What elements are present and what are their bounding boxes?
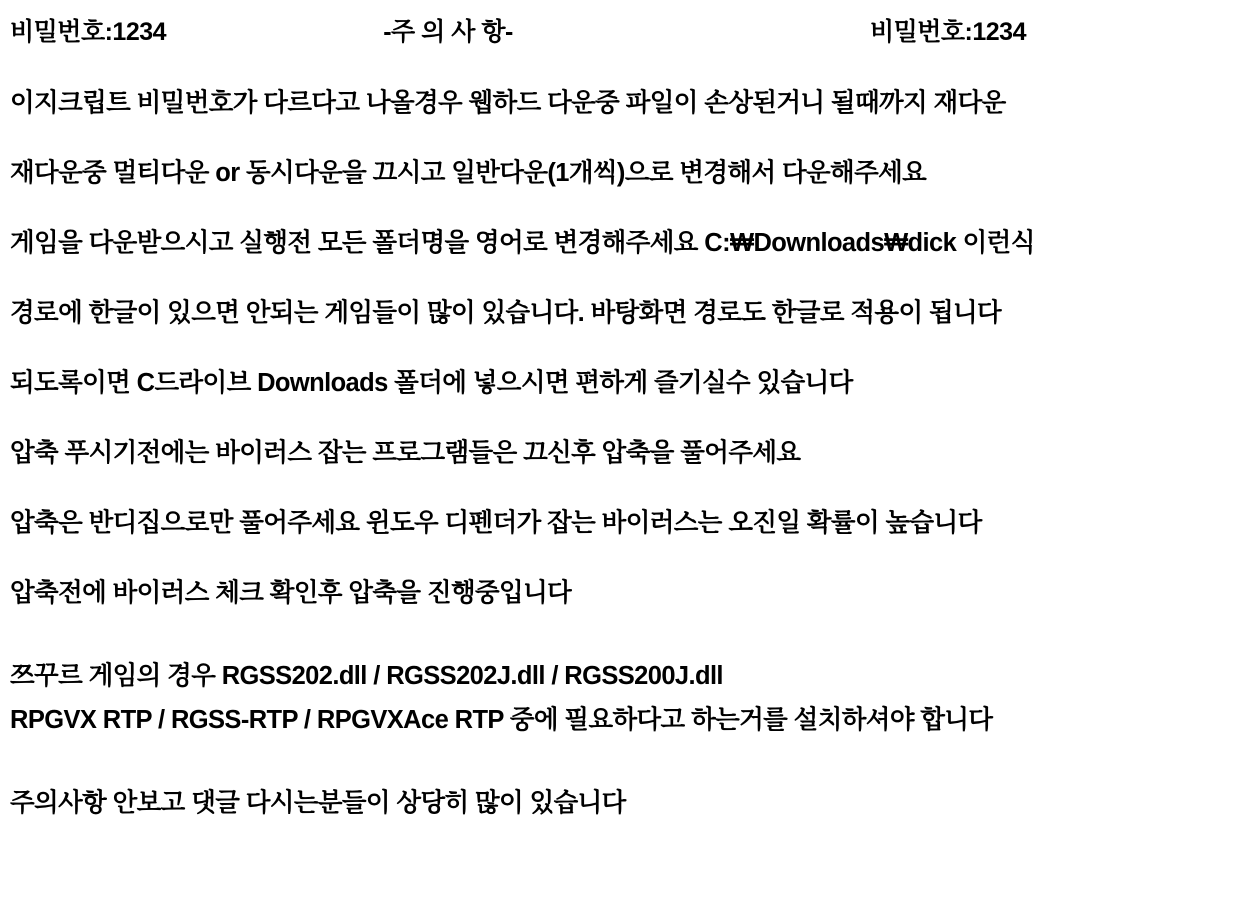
notice-line: 압축은 반디집으로만 풀어주세요 윈도우 디펜더가 잡는 바이러스는 오진일 확률이 높습니다 bbox=[10, 509, 982, 537]
notice-body bbox=[10, 68, 1236, 838]
notice-line: 압축 푸시기전에는 바이러스 잡는 프로그램들은 끄신후 압축을 풀어주세요 bbox=[10, 439, 801, 467]
notice-line: RPGVX RTP / RGSS-RTP / RPGVXAce RTP 중에 필요하다고 하는거를 설치하셔야 합니다 bbox=[10, 706, 993, 734]
password-left: 비밀번호:1234 bbox=[10, 18, 167, 46]
notice-line: 주의사항 안보고 댓글 다시는분들이 상당히 많이 있습니다 bbox=[10, 789, 626, 817]
notice-line: 재다운중 멀티다운 or 동시다운을 끄시고 일반다운(1개씩)으로 변경해서 다운해주세요 bbox=[10, 159, 927, 187]
password-right: 비밀번호:1234 bbox=[869, 18, 1026, 46]
notice-line: 게임을 다운받으시고 실행전 모든 폴더명을 영어로 변경해주세요 C:₩Downloads₩dick 이런식 bbox=[10, 229, 1035, 257]
page-title: -주 의 사 항- bbox=[383, 18, 513, 46]
notice-line: 압축전에 바이러스 체크 확인후 압축을 진행중입니다 bbox=[10, 579, 572, 607]
notice-line: 되도록이면 C드라이브 Downloads 폴더에 넣으시면 편하게 즐기실수 있습니다 bbox=[10, 369, 853, 397]
notice-line: 이지크립트 비밀번호가 다르다고 나올경우 웹하드 다운중 파일이 손상된거니 될때까지 재다운 bbox=[10, 89, 1006, 117]
notice-line: 경로에 한글이 있으면 안되는 게임들이 많이 있습니다. 바탕화면 경로도 한글로 적용이 됩니다 bbox=[10, 299, 1002, 327]
document-header bbox=[10, 12, 1236, 54]
notice-line: 쯔꾸르 게임의 경우 RGSS202.dll / RGSS202J.dll / RGSS200J.dll bbox=[10, 662, 723, 690]
